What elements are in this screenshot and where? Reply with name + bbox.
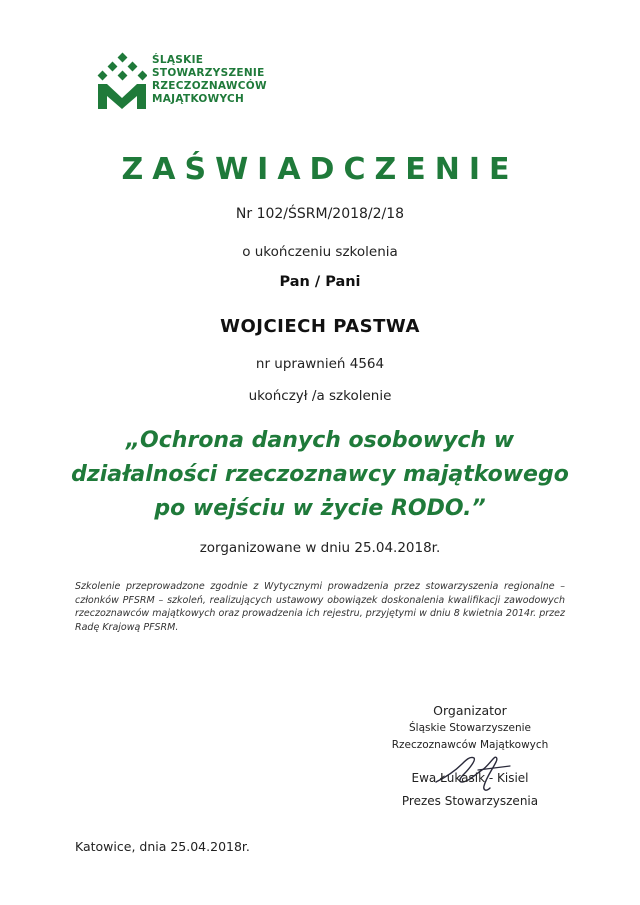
signatory-role: Prezes Stowarzyszenia xyxy=(401,794,539,808)
salutation: Pan / Pani xyxy=(279,274,361,290)
organized-date: zorganizowane w dniu 25.04.2018r. xyxy=(199,540,441,556)
license-number: nr uprawnień 4564 xyxy=(255,356,385,372)
course-line: po wejściu w życie RODO.” xyxy=(154,496,486,521)
place-and-date: Katowice, dnia 25.04.2018r. xyxy=(75,839,250,854)
logo-line: RZECZOZNAWCÓW xyxy=(152,80,267,92)
organizer-name-line1: Śląskie Stowarzyszenie xyxy=(408,722,532,734)
course-title xyxy=(0,424,640,526)
organizer-name-line2: Rzeczoznawców Majątkowych xyxy=(391,739,549,751)
association-name xyxy=(152,54,267,106)
certificate-title: ZAŚWIADCZENIE xyxy=(121,152,519,187)
course-line: działalności rzeczoznawcy majątkowego xyxy=(71,462,569,487)
logo-line: MAJĄTKOWYCH xyxy=(152,93,245,105)
certificate-number: Nr 102/ŚSRM/2018/2/18 xyxy=(235,206,405,222)
logo-line: STOWARZYSZENIE xyxy=(152,67,265,79)
certificate-subtitle: o ukończeniu szkolenia xyxy=(242,244,398,260)
association-logo-icon xyxy=(97,52,147,110)
logo-line: ŚLĄSKIE xyxy=(152,54,204,66)
completed-text: ukończył /a szkolenie xyxy=(248,388,392,404)
recipient-name: WOJCIECH PASTWA xyxy=(220,316,420,337)
signatory-name: Ewa Łukasik - Kisiel xyxy=(411,771,529,785)
organizer-label: Organizator xyxy=(433,703,507,718)
legal-note: Szkolenie przeprowadzone zgodnie z Wytycznymi prowadzenia przez stowarzyszenia regionalne – członków PFSRM – szkoleń, realizujących ustawowy obowiązek doskonalenia kwalifikacji zawodowych rzeczoznawców majątkowych oraz prowadzenia ich rejestru, przyjętymi w dniu 8 kwietnia 2014r. przez Radę Krajową PFSRM. xyxy=(75,581,565,633)
course-line: „Ochrona danych osobowych w xyxy=(125,428,515,453)
